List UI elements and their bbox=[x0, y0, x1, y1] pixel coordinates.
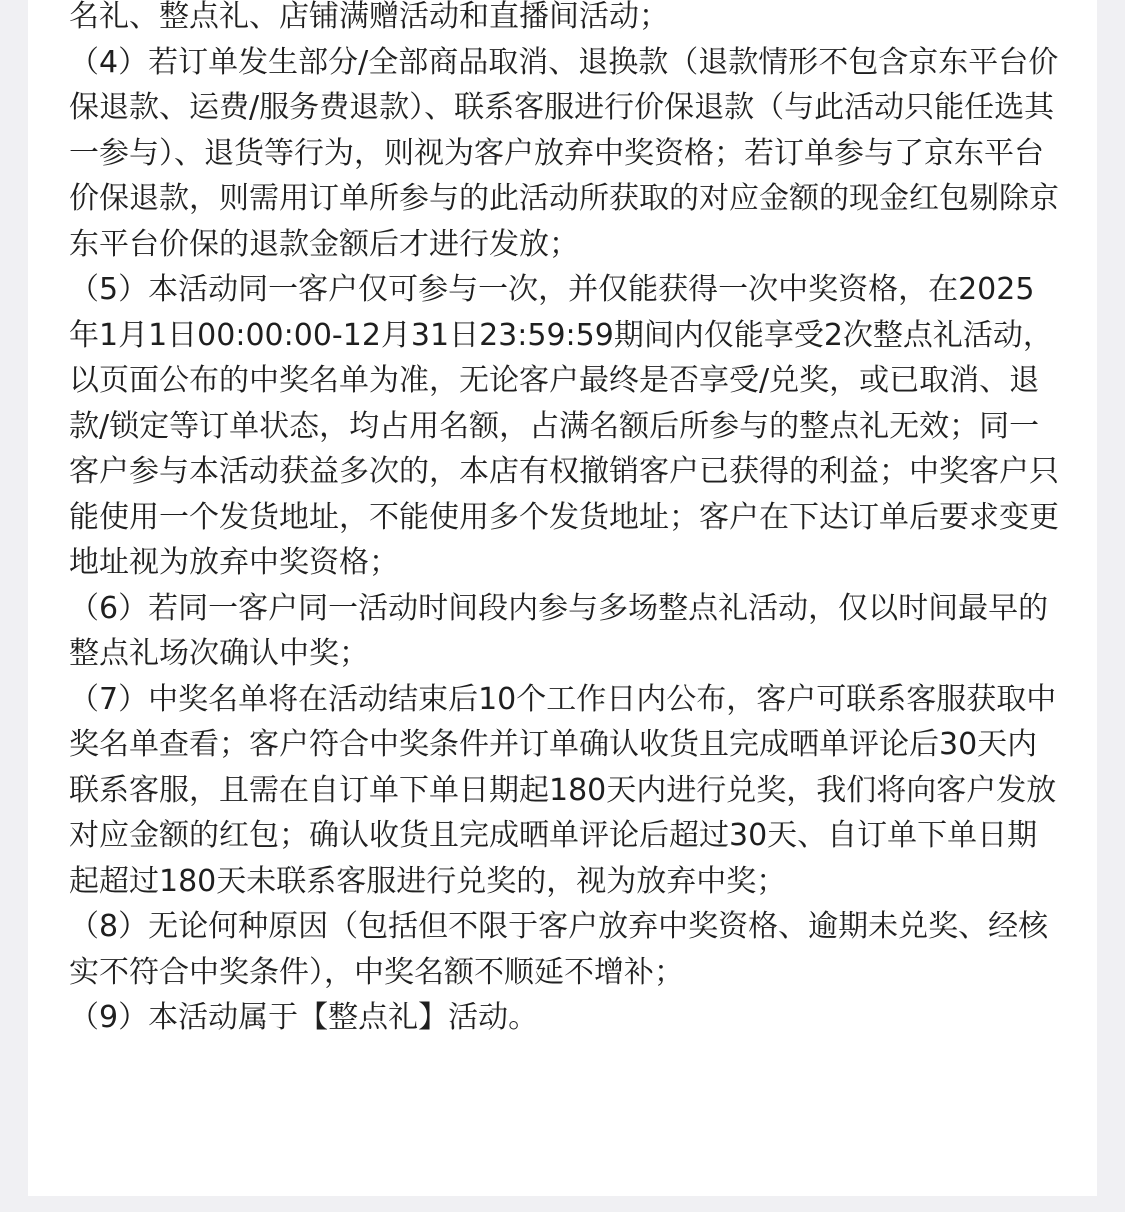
rule-item-3-continued: 名礼、整点礼、店铺满赠活动和直播间活动； bbox=[69, 0, 669, 34]
rule-item-7: （7）中奖名单将在活动结束后10个工作日内公布，客户可联系客服获取中奖名单查看；客户符合中奖条件并订单确认收货且完成晒单评论后30天内联系客服，且需在自订单下单日期起180天内进行兑奖，我们将向客户发放对应金额的红包；确认收货且完成晒单评论后超过30天、自订单下单日期起超过180天未联系客服进行兑奖的，视为放弃中奖； bbox=[69, 681, 1057, 899]
rule-item-6: （6）若同一客户同一活动时间段内参与多场整点礼活动，仅以时间最早的整点礼场次确认中奖； bbox=[69, 590, 1049, 671]
rules-list bbox=[69, 0, 1061, 1041]
rule-item-4: （4）若订单发生部分/全部商品取消、退换款（退款情形不包含京东平台价保退款、运费/服务费退款）、联系客服进行价保退款（与此活动只能任选其一参与）、退货等行为，则视为客户放弃中奖资格；若订单参与了京东平台价保退款，则需用订单所参与的此活动所获取的对应金额的现金红包剔除京东平台价保的退款金额后才进行发放； bbox=[69, 44, 1059, 262]
rule-item-8: （8）无论何种原因（包括但不限于客户放弃中奖资格、逾期未兑奖、经核实不符合中奖条件），中奖名额不顺延不增补； bbox=[69, 909, 1049, 990]
rule-item-5: （5）本活动同一客户仅可参与一次，并仅能获得一次中奖资格，在2025年1月1日00:00:00-12月31日23:59:59期间内仅能享受2次整点礼活动，以页面公布的中奖名单为准，无论客户最终是否享受/兑奖，或已取消、退款/锁定等订单状态，均占用名额，占满名额后所参与的整点礼无效；同一客户参与本活动获益多次的，本店有权撤销客户已获得的利益；中奖客户只能使用一个发货地址，不能使用多个发货地址；客户在下达订单后要求变更地址视为放弃中奖资格； bbox=[69, 272, 1059, 580]
rule-item-9: （9）本活动属于【整点礼】活动。 bbox=[69, 1000, 539, 1035]
